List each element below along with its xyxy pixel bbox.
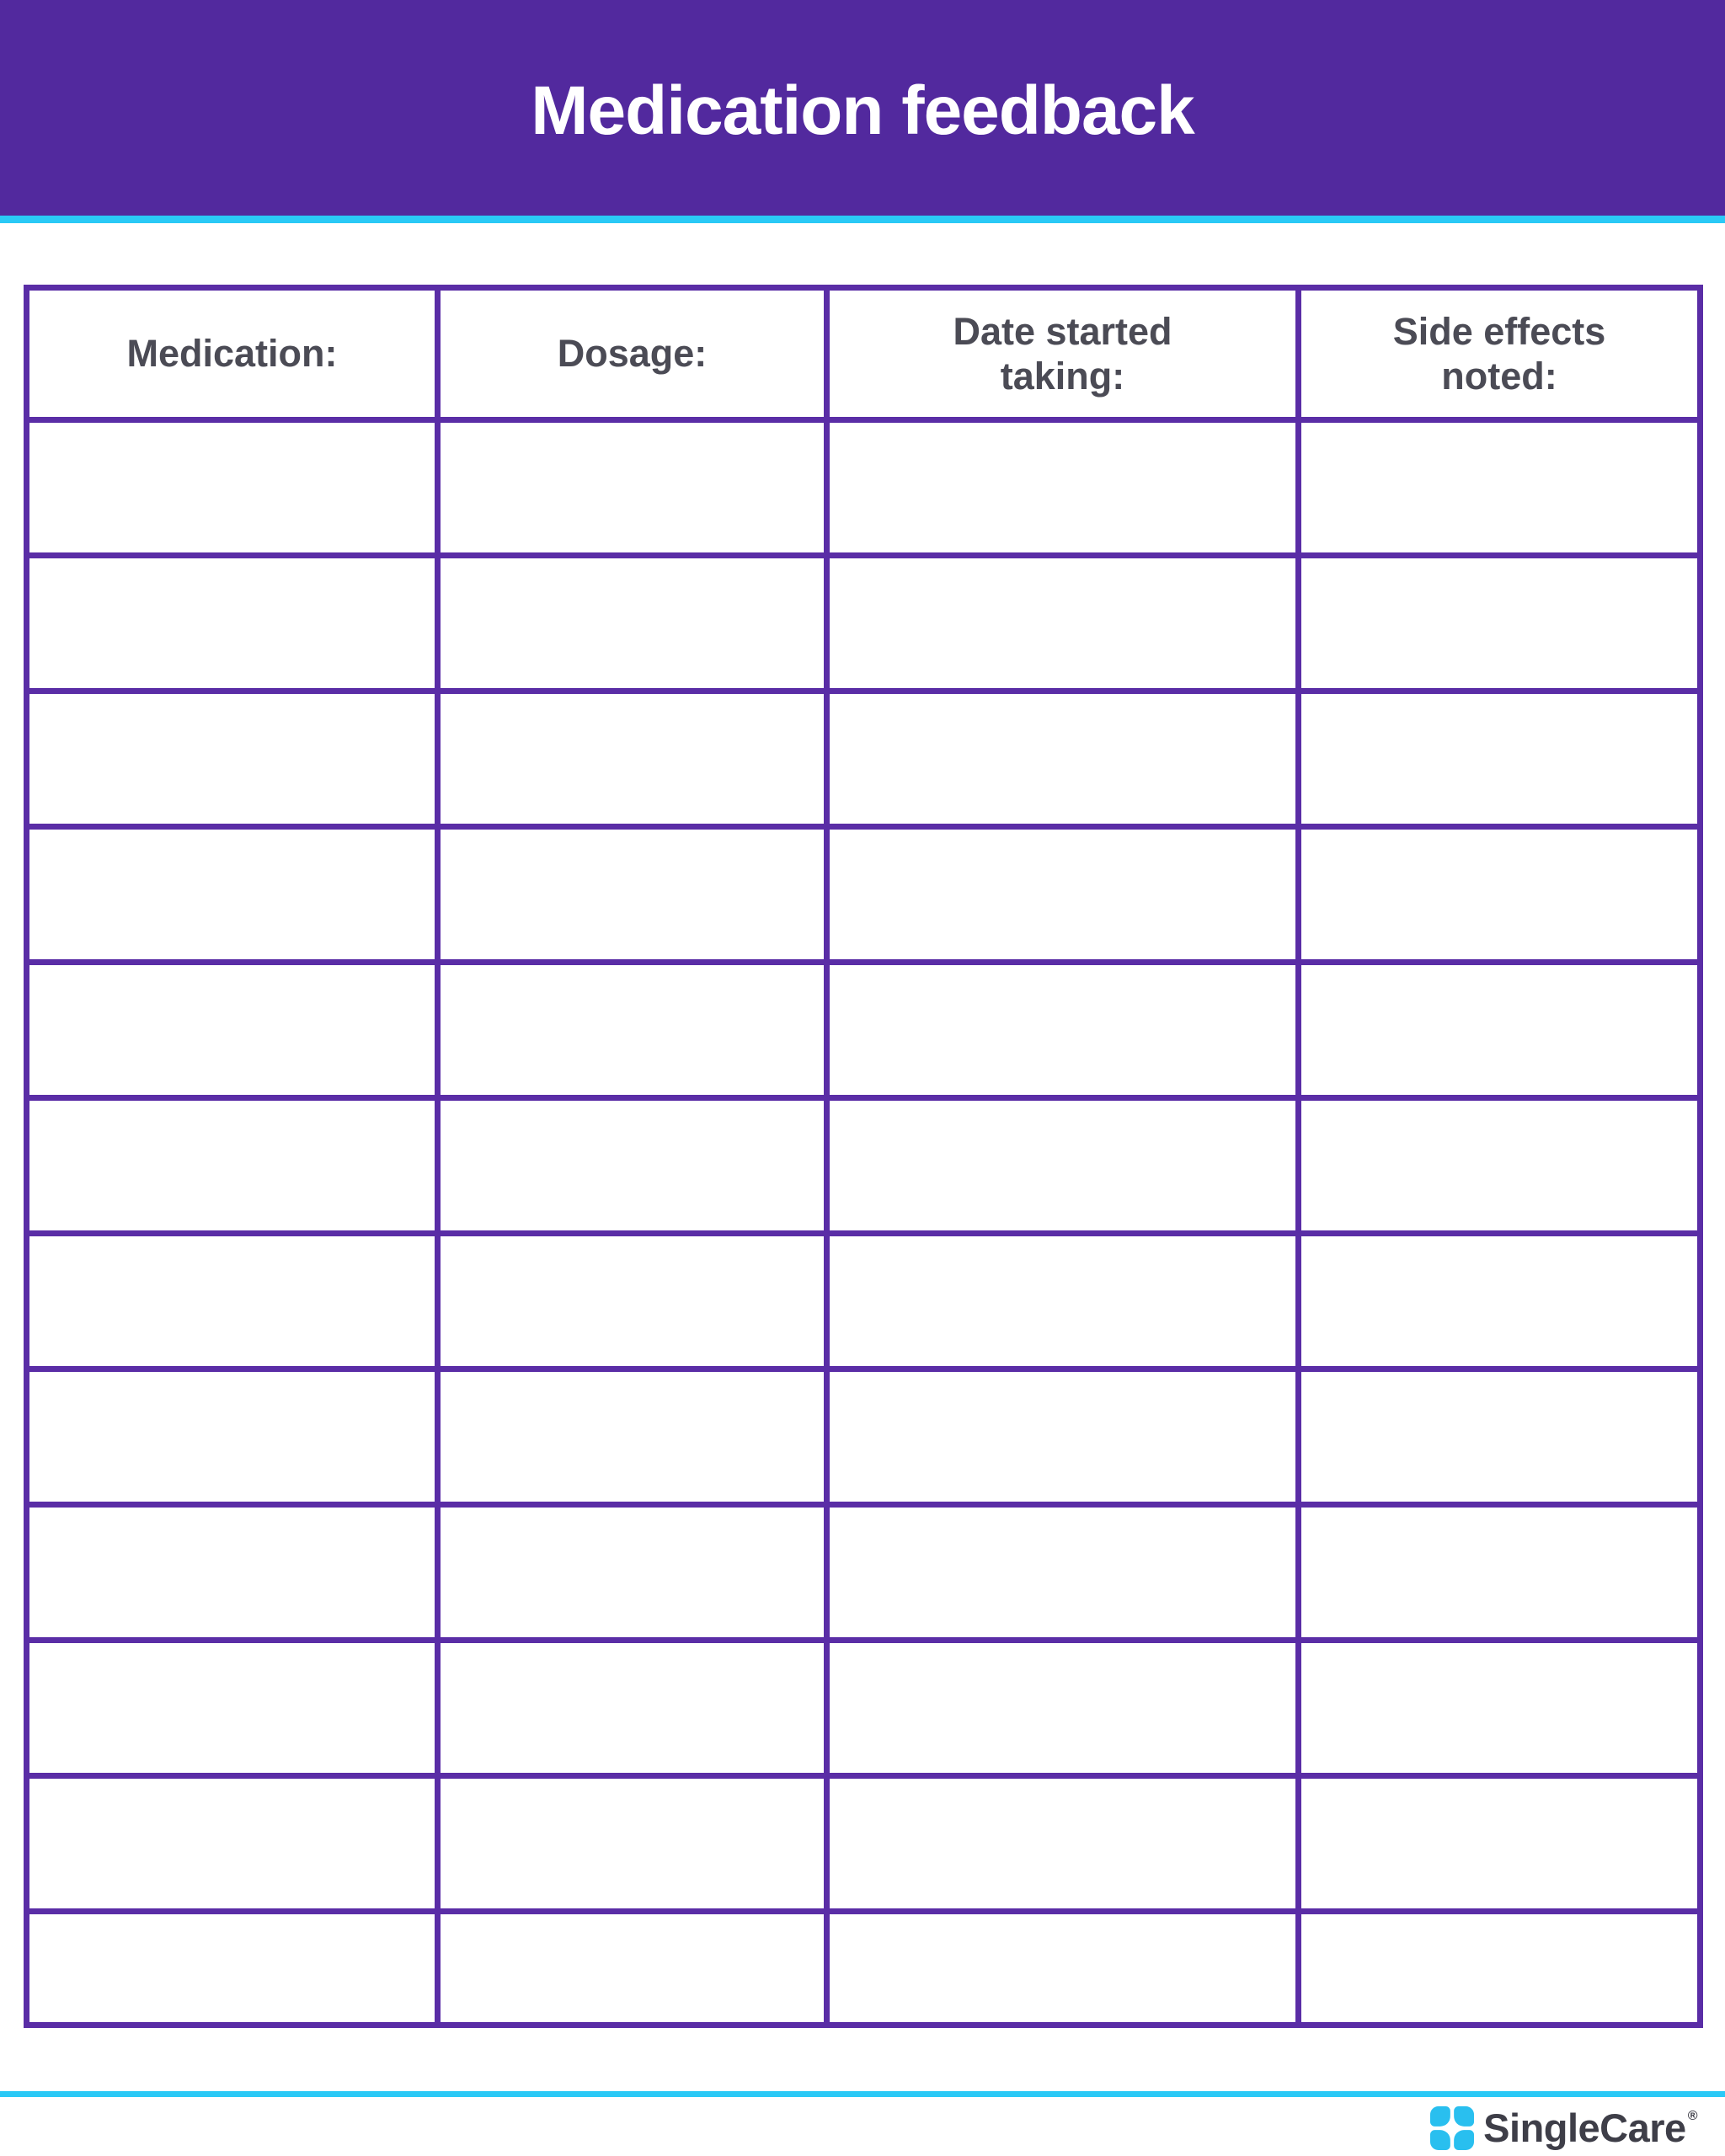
brand-name-text: SingleCare xyxy=(1483,2105,1686,2150)
table-cell[interactable] xyxy=(830,1643,1295,1773)
table-cell[interactable] xyxy=(441,965,824,1095)
table-cell[interactable] xyxy=(29,694,435,824)
table-cell[interactable] xyxy=(830,1914,1295,2022)
table-cell[interactable] xyxy=(441,1236,824,1366)
column-header-dosage xyxy=(441,291,824,417)
column-header-date-started xyxy=(830,291,1295,417)
table-cell[interactable] xyxy=(441,1101,824,1230)
singlecare-logo xyxy=(1430,2105,1697,2151)
table-cell[interactable] xyxy=(1301,558,1697,688)
table-cell[interactable] xyxy=(29,1508,435,1637)
table-cell[interactable] xyxy=(441,1372,824,1502)
table-cell[interactable] xyxy=(1301,1643,1697,1773)
table-cell[interactable] xyxy=(830,1101,1295,1230)
table-cell[interactable] xyxy=(1301,423,1697,552)
table-cell[interactable] xyxy=(830,1779,1295,1908)
column-header-label: Medication: xyxy=(126,332,338,376)
column-header-side-effects xyxy=(1301,291,1697,417)
table-cell[interactable] xyxy=(29,423,435,552)
top-accent-stripe xyxy=(0,216,1725,223)
table-cell[interactable] xyxy=(1301,1914,1697,2022)
page-title: Medication feedback xyxy=(531,72,1194,149)
table-cell[interactable] xyxy=(441,1508,824,1637)
column-header-label: Date started xyxy=(953,309,1172,353)
table-cell[interactable] xyxy=(29,1372,435,1502)
table-cell[interactable] xyxy=(29,965,435,1095)
table-cell[interactable] xyxy=(441,830,824,959)
table-cell[interactable] xyxy=(29,1236,435,1366)
table-cell[interactable] xyxy=(29,1779,435,1908)
table-cell[interactable] xyxy=(29,1914,435,2022)
singlecare-cross-icon xyxy=(1430,2106,1474,2150)
brand-name xyxy=(1483,2105,1697,2151)
column-header-label: noted: xyxy=(1441,355,1557,398)
table-cell[interactable] xyxy=(830,558,1295,688)
column-header-label: Side effects xyxy=(1392,309,1606,353)
table-cell[interactable] xyxy=(830,1508,1295,1637)
table-cell[interactable] xyxy=(29,558,435,688)
bottom-accent-stripe xyxy=(0,2091,1725,2097)
column-header-label: Dosage: xyxy=(557,332,708,376)
table-cell[interactable] xyxy=(830,1372,1295,1502)
table-cell[interactable] xyxy=(830,1236,1295,1366)
table-cell[interactable] xyxy=(830,965,1295,1095)
table-cell[interactable] xyxy=(1301,1508,1697,1637)
column-header-medication xyxy=(29,291,435,417)
table-cell[interactable] xyxy=(1301,965,1697,1095)
table-cell[interactable] xyxy=(441,1914,824,2022)
table-cell[interactable] xyxy=(1301,1101,1697,1230)
table-cell[interactable] xyxy=(441,1643,824,1773)
column-header-label: taking: xyxy=(1000,355,1125,398)
table-cell[interactable] xyxy=(29,1101,435,1230)
table-cell[interactable] xyxy=(830,830,1295,959)
table-cell[interactable] xyxy=(830,694,1295,824)
table-cell[interactable] xyxy=(1301,1372,1697,1502)
table-cell[interactable] xyxy=(441,1779,824,1908)
table-cell[interactable] xyxy=(1301,1779,1697,1908)
table-cell[interactable] xyxy=(29,1643,435,1773)
table-cell[interactable] xyxy=(1301,694,1697,824)
table-cell[interactable] xyxy=(441,694,824,824)
table-cell[interactable] xyxy=(1301,830,1697,959)
table-cell[interactable] xyxy=(441,423,824,552)
header-banner xyxy=(0,0,1725,216)
table-cell[interactable] xyxy=(1301,1236,1697,1366)
table-cell[interactable] xyxy=(29,830,435,959)
table-cell[interactable] xyxy=(830,423,1295,552)
medication-table xyxy=(24,285,1703,2028)
registered-mark: ® xyxy=(1687,2109,1697,2123)
table-cell[interactable] xyxy=(441,558,824,688)
